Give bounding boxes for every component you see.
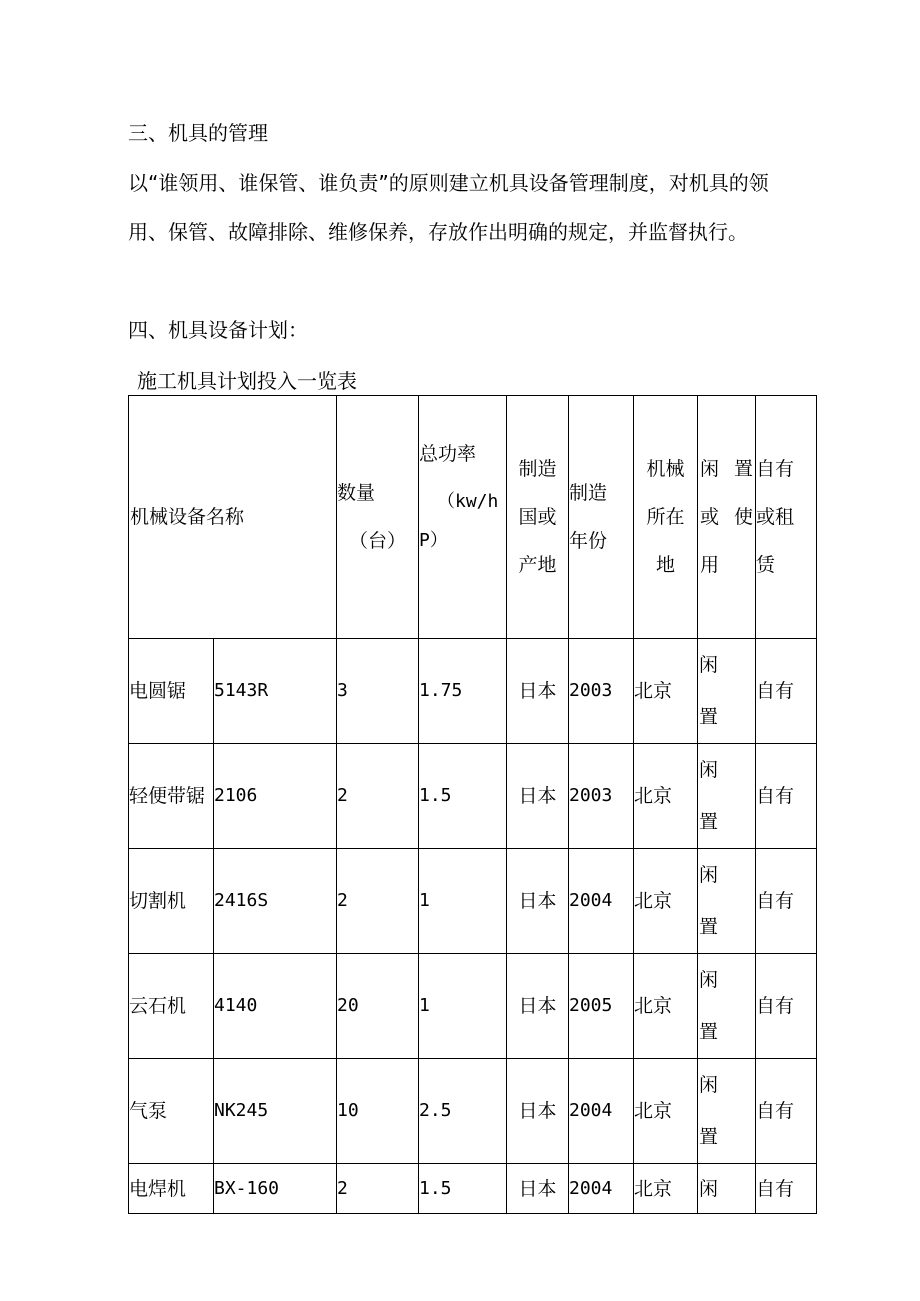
header-quantity (337, 396, 419, 639)
cell-ownership: 自有 (756, 954, 817, 1059)
header-idle-char-4: 使 (733, 506, 753, 528)
cell-location: 北京 (634, 639, 698, 744)
cell-equipment-name: 切割机 (129, 849, 214, 954)
table-caption: 施工机具计划投入一览表 (137, 369, 357, 393)
table-row (129, 639, 817, 744)
header-quantity-unit: （台） (348, 530, 406, 552)
header-power-unit: （kw/h (437, 491, 499, 512)
header-idle-char-2: 置 (733, 458, 753, 480)
section-heading-machinery-management: 三、机具的管理 (128, 121, 268, 145)
cell-ownership: 自有 (756, 744, 817, 849)
cell-status-char-1: 闲 (699, 654, 719, 676)
cell-status-char-2: 置 (699, 916, 719, 938)
header-country (507, 396, 569, 639)
cell-ownership: 自有 (756, 1059, 817, 1164)
cell-status (698, 954, 756, 1059)
cell-status (698, 1059, 756, 1164)
header-equipment-name: 机械设备名称 (129, 396, 337, 639)
cell-quantity: 2 (337, 1164, 419, 1214)
cell-equipment-name: 电圆锯 (129, 639, 214, 744)
cell-status-char-1: 闲 (699, 1177, 719, 1200)
cell-power: 1 (419, 954, 507, 1059)
cell-country: 日本 (507, 1164, 569, 1214)
cell-model: 2106 (214, 744, 337, 849)
cell-equipment-name (129, 744, 214, 849)
cell-status-char-1: 闲 (699, 864, 719, 886)
cell-power: 2.5 (419, 1059, 507, 1164)
cell-model: 2416S (214, 849, 337, 954)
cell-country: 日本 (507, 639, 569, 744)
cell-equipment-name-text: 轻便带锯 (129, 785, 206, 807)
cell-status-char-2: 置 (699, 1126, 719, 1148)
header-idle-char-1: 闲 (700, 458, 720, 480)
cell-country: 日本 (507, 1059, 569, 1164)
section-heading-equipment-plan: 四、机具设备计划： (128, 318, 308, 342)
cell-model: 5143R (214, 639, 337, 744)
header-country-label: 制造国或产地 (518, 458, 557, 576)
cell-model: BX-160 (214, 1164, 337, 1214)
header-total-power (419, 396, 507, 639)
cell-quantity: 2 (337, 849, 419, 954)
cell-equipment-name: 云石机 (129, 954, 214, 1059)
header-quantity-label: 数量 (337, 482, 376, 504)
cell-country: 日本 (507, 954, 569, 1059)
header-owned-or-leased (756, 396, 817, 639)
table-header-row (129, 396, 817, 639)
cell-status (698, 744, 756, 849)
cell-model: 4140 (214, 954, 337, 1059)
cell-power: 1 (419, 849, 507, 954)
cell-ownership: 自有 (756, 849, 817, 954)
cell-status-char-2: 置 (699, 706, 719, 728)
cell-quantity: 20 (337, 954, 419, 1059)
cell-year: 2003 (569, 639, 634, 744)
cell-status-char-1: 闲 (699, 759, 719, 781)
cell-year: 2005 (569, 954, 634, 1059)
cell-status (698, 849, 756, 954)
management-principle-paragraph: 以“谁领用、谁保管、谁负责”的原则建立机具设备管理制度，对机具的领用、保管、故障排除、维修保养，存放作出明确的规定，并监督执行。 (128, 171, 769, 244)
header-idle-or-use (698, 396, 756, 639)
cell-location: 北京 (634, 849, 698, 954)
table-row (129, 954, 817, 1059)
cell-equipment-name: 电焊机 (129, 1164, 214, 1214)
table-row (129, 1059, 817, 1164)
cell-model: NK245 (214, 1059, 337, 1164)
header-power-label: 总功率 (419, 443, 477, 465)
table-row (129, 849, 817, 954)
table-row (129, 1164, 817, 1214)
cell-status-char-1: 闲 (699, 1074, 719, 1096)
header-year-label: 制造年份 (569, 482, 608, 552)
cell-status (698, 1164, 756, 1214)
cell-year: 2004 (569, 849, 634, 954)
cell-year: 2003 (569, 744, 634, 849)
equipment-plan-table (128, 395, 817, 1214)
cell-ownership: 自有 (756, 639, 817, 744)
cell-country: 日本 (507, 744, 569, 849)
cell-power: 1.5 (419, 1164, 507, 1214)
table-row (129, 744, 817, 849)
header-idle-char-3: 或 (700, 506, 720, 528)
cell-location: 北京 (634, 1059, 698, 1164)
cell-power: 1.5 (419, 744, 507, 849)
cell-status-char-1: 闲 (699, 969, 719, 991)
header-power-unit-end: P） (419, 530, 448, 551)
cell-quantity: 3 (337, 639, 419, 744)
header-year (569, 396, 634, 639)
cell-status-char-2: 置 (699, 1021, 719, 1043)
cell-year: 2004 (569, 1059, 634, 1164)
cell-country: 日本 (507, 849, 569, 954)
cell-year: 2004 (569, 1164, 634, 1214)
cell-ownership: 自有 (756, 1164, 817, 1214)
cell-location: 北京 (634, 1164, 698, 1214)
cell-status (698, 639, 756, 744)
cell-location: 北京 (634, 744, 698, 849)
cell-quantity: 2 (337, 744, 419, 849)
cell-location: 北京 (634, 954, 698, 1059)
cell-status-char-2: 置 (699, 811, 719, 833)
cell-power: 1.75 (419, 639, 507, 744)
header-idle-char-5: 用 (700, 554, 720, 576)
header-location-label: 机械所在地 (646, 458, 685, 576)
cell-equipment-name: 气泵 (129, 1059, 214, 1164)
header-owned-label: 自有或租赁 (756, 458, 795, 576)
header-location (634, 396, 698, 639)
cell-quantity: 10 (337, 1059, 419, 1164)
